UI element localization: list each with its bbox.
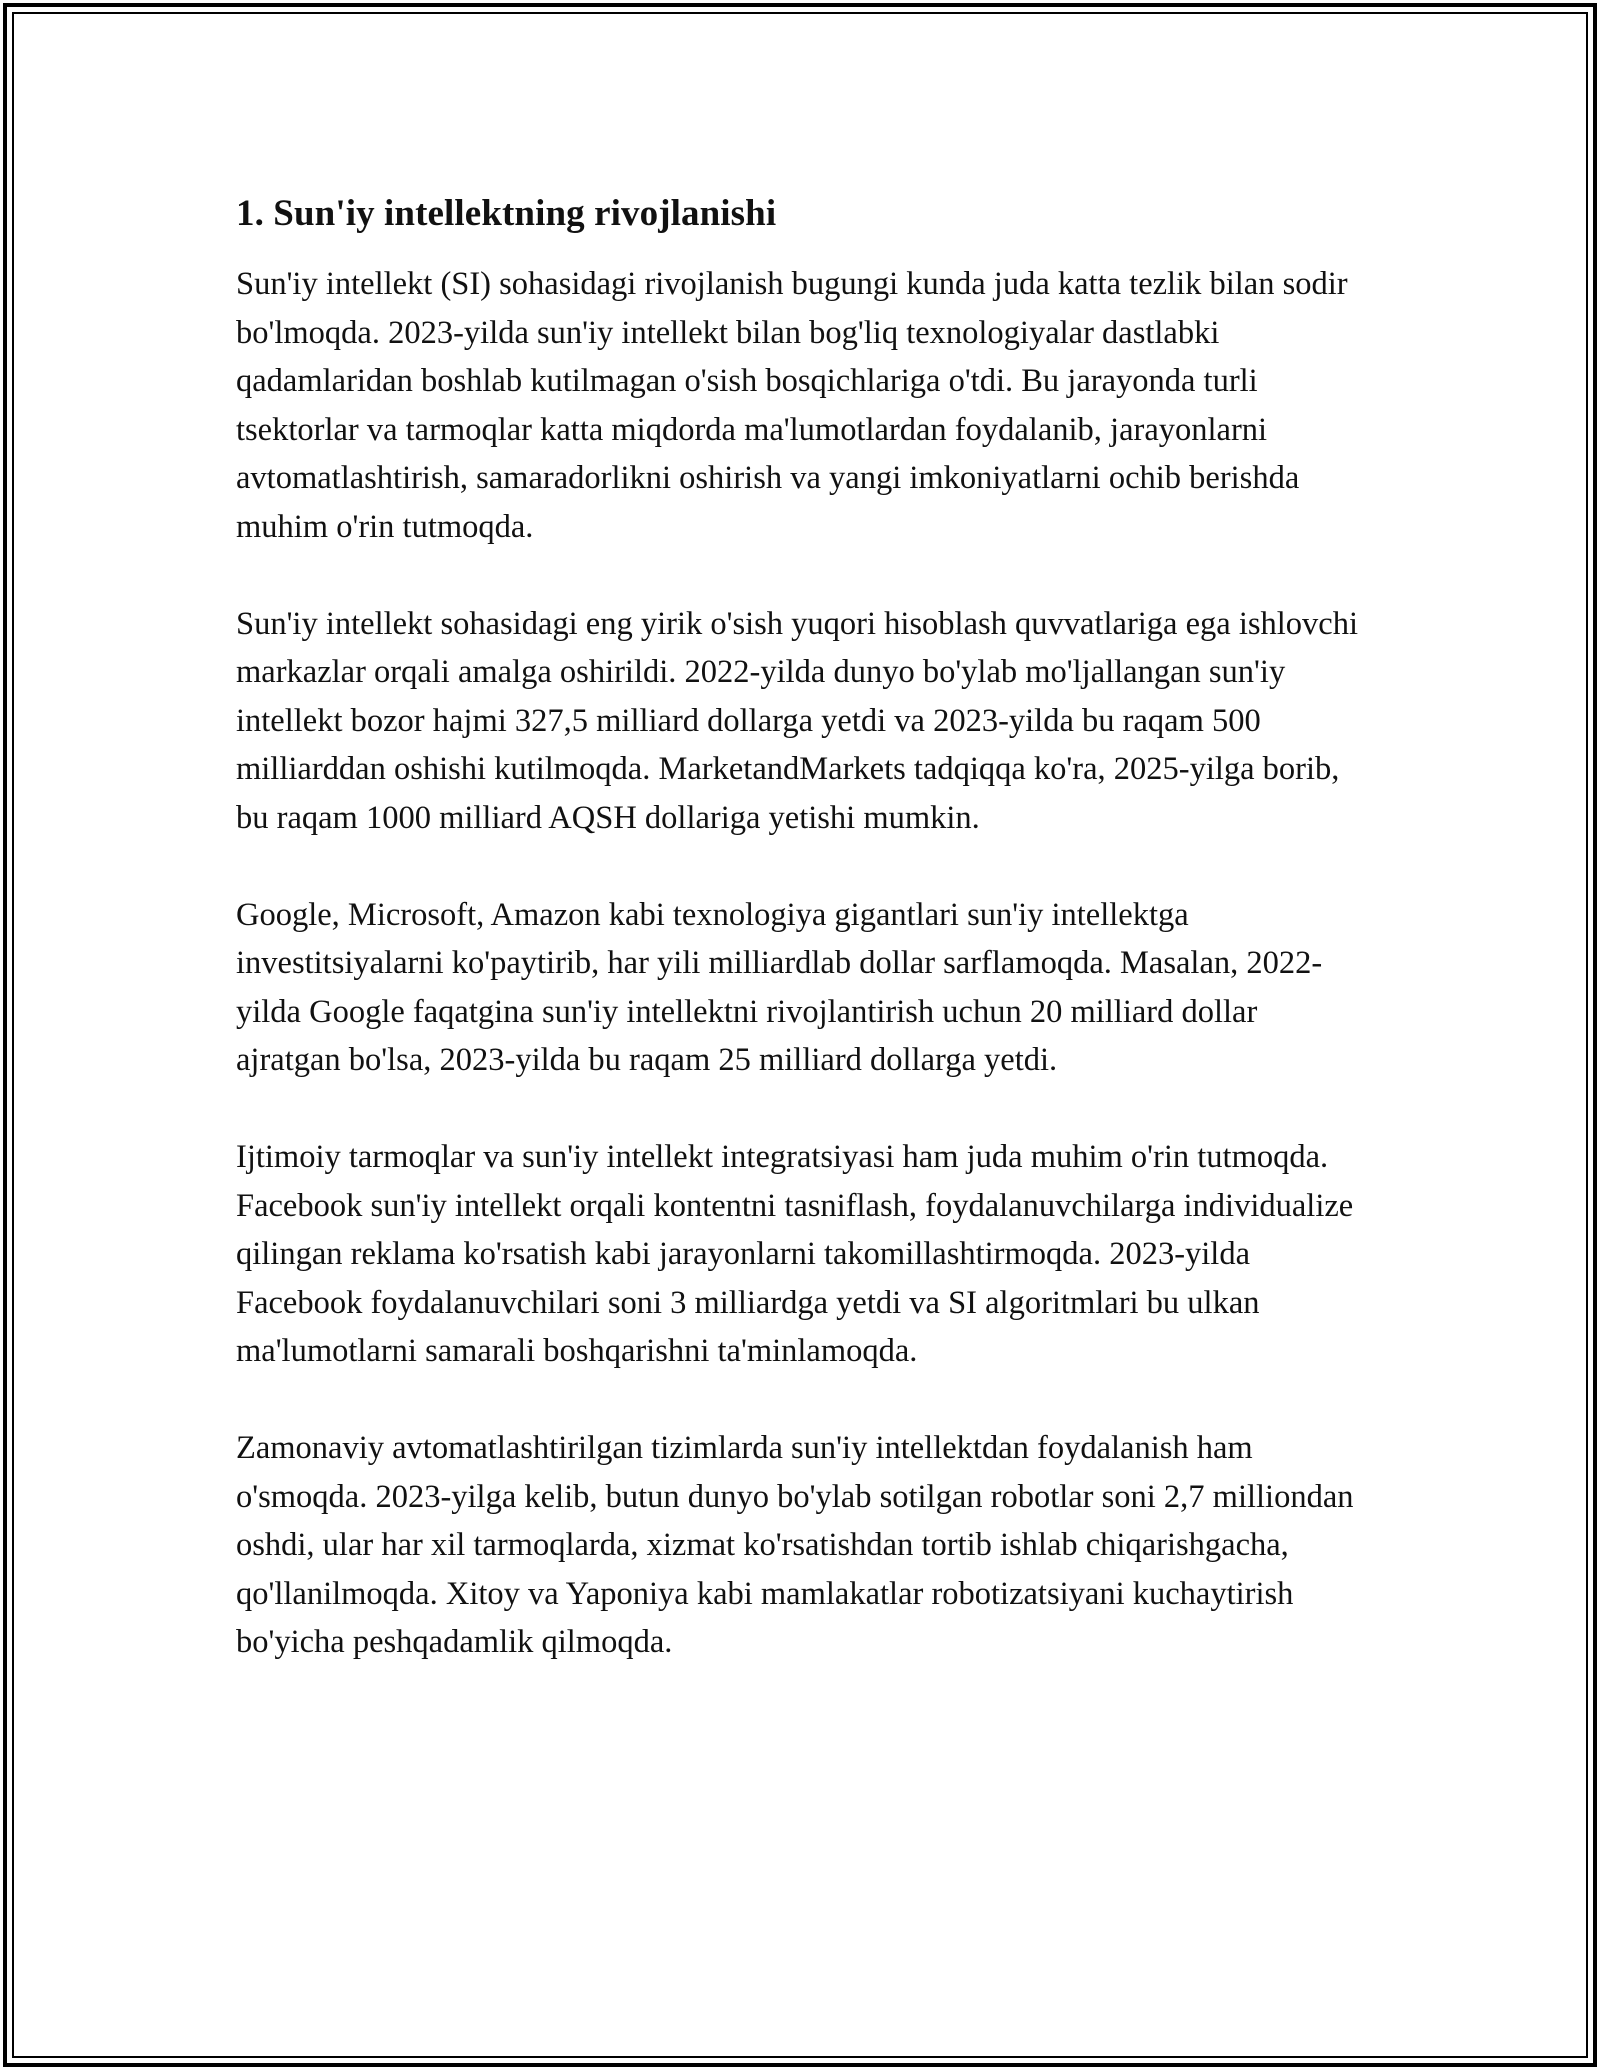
paragraph-tech-investments: Google, Microsoft, Amazon kabi texnologiya gigantlari sun'iy intellektga investitsiyalarni ko'paytirib, har yili milliardlab dollar sarflamoqda. Masalan, 2022-yilda Google faqatgina sun'iy intellektni rivojlantirish uchun 20 milliard dollar ajratgan bo'lsa, 2023-yilda bu raqam 25 milliard dollarga yetdi. [236, 896, 1323, 1078]
paragraph-automation-robots: Zamonaviy avtomatlashtirilgan tizimlarda sun'iy intellektdan foydalanish ham o'smoqda. 2023-yilga kelib, butun dunyo bo'ylab sotilgan robotlar soni 2,7 milliondan oshdi, ular har xil tarmoqlarda, xizmat ko'rsatishdan tortib ishlab chiqarishgacha, qo'llanilmoqda. Xitoy va Yaponiya kabi mamlakatlar robotizatsiyani kuchaytirish bo'yicha peshqadamlik qilmoqda. [236, 1430, 1354, 1660]
paragraph-si-development: Sun'iy intellekt (SI) sohasidagi rivojlanish bugungi kunda juda katta tezlik bilan sodir bo'lmoqda. 2023-yilda sun'iy intellekt bilan bog'liq texnologiyalar dastlabki qadamlaridan boshlab kutilmagan o'sish bosqichlariga o'tdi. Bu jarayonda turli tsektorlar va tarmoqlar katta miqdorda ma'lumotlardan foydalanib, jarayonlarni avtomatlashtirish, samaradorlikni oshirish va yangi imkoniyatlarni ochib berishda muhim o'rin tutmoqda. [236, 266, 1348, 545]
section-heading: 1. Sun'iy intellektning rivojlanishi [236, 193, 777, 234]
paragraph-market-growth: Sun'iy intellekt sohasidagi eng yirik o'sish yuqori hisoblash quvvatlariga ega ishlovchi markazlar orqali amalga oshirildi. 2022-yilda dunyo bo'ylab mo'ljallangan sun'iy intellekt bozor hajmi 327,5 milliard dollarga yetdi va 2023-yilda bu raqam 500 milliarddan oshishi kutilmoqda. MarketandMarkets tadqiqqa ko'ra, 2025-yilga borib, bu raqam 1000 milliard AQSH dollariga yetishi mumkin. [236, 605, 1358, 836]
document-body [236, 186, 1366, 1667]
paragraph-social-networks: Ijtimoiy tarmoqlar va sun'iy intellekt integratsiyasi ham juda muhim o'rin tutmoqda. Facebook sun'iy intellekt orqali kontentni tasniflash, foydalanuvchilarga individualize qilingan reklama ko'rsatish kabi jarayonlarni takomillashtirmoqda. 2023-yilda Facebook foydalanuvchilari soni 3 milliardga yetdi va SI algoritmlari bu ulkan ma'lumotlarni samarali boshqarishni ta'minlamoqda. [236, 1139, 1354, 1369]
